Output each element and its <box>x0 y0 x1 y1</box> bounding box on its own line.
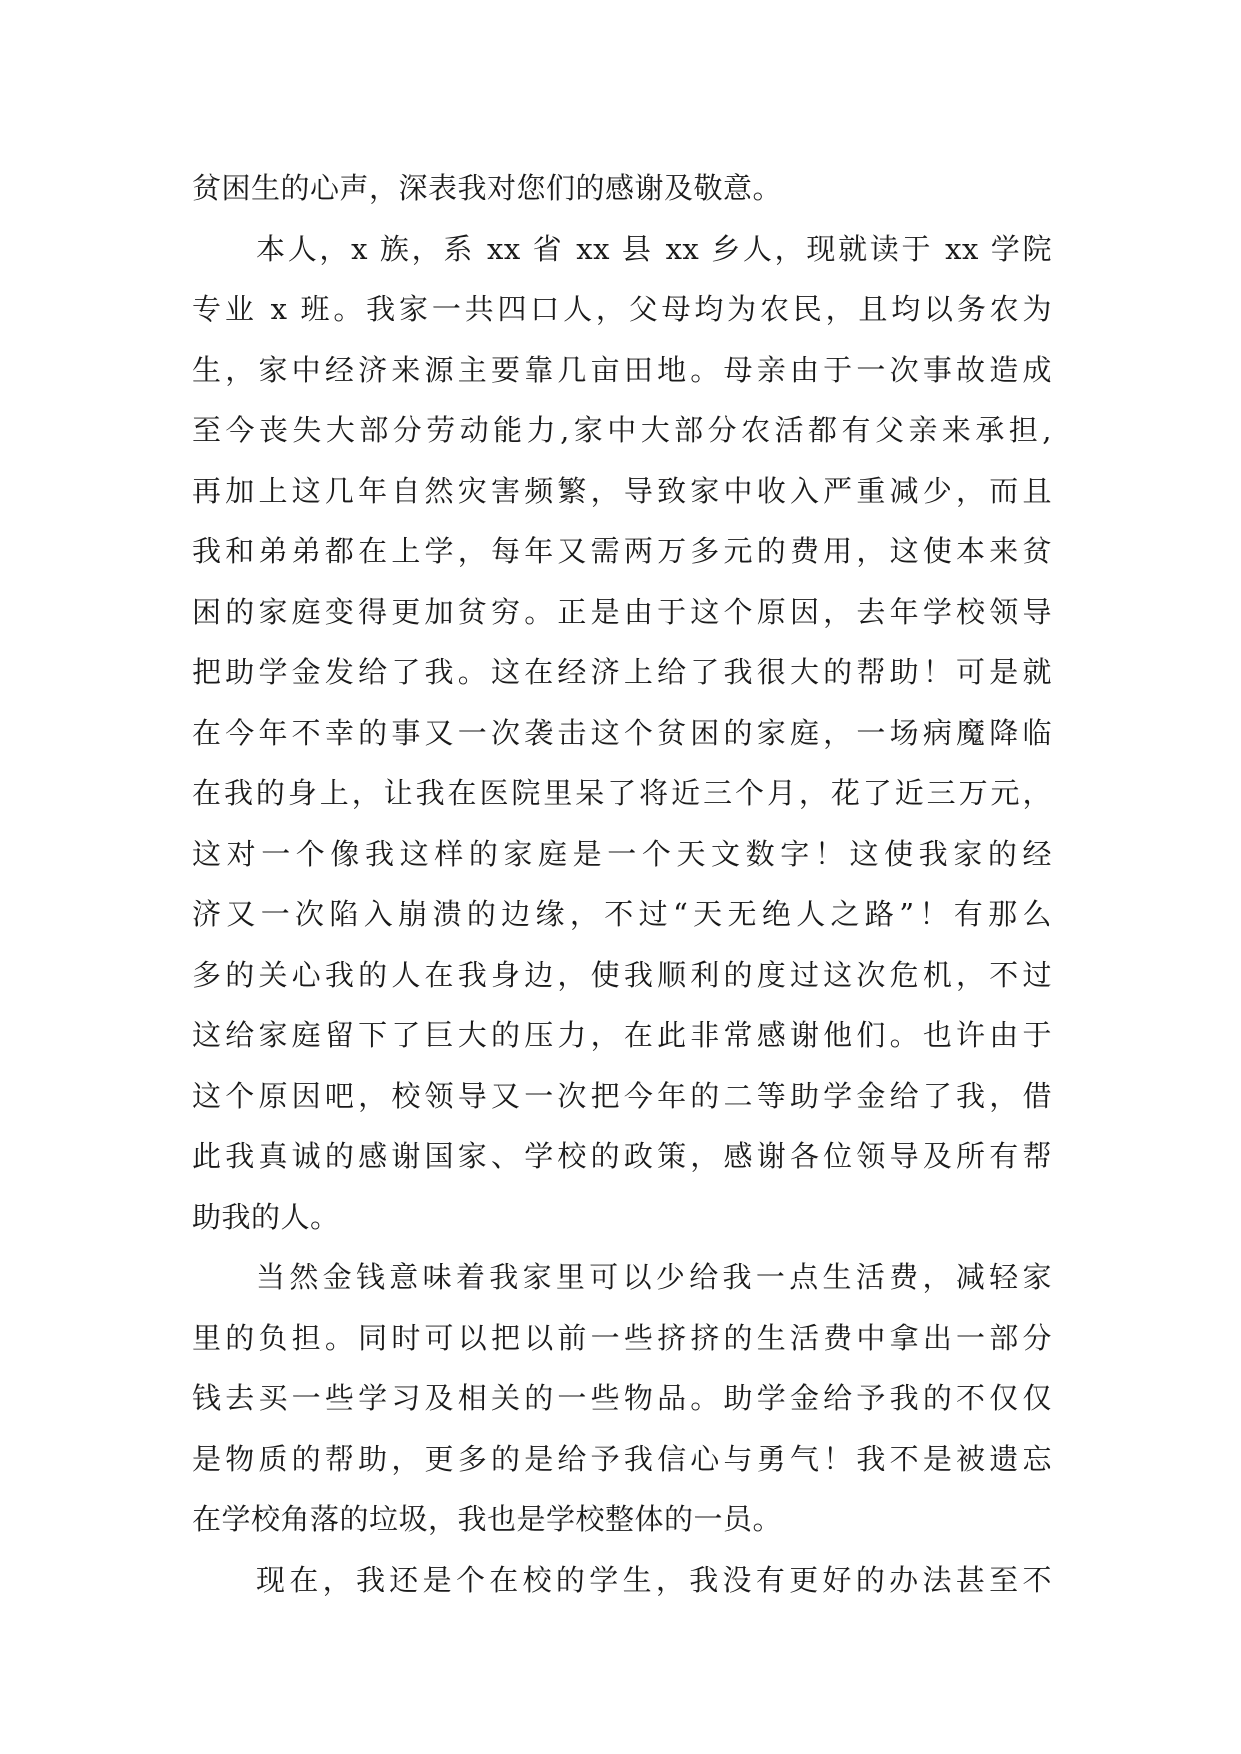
text-line: 把助学金发给了我。这在经济上给了我很大的帮助！可是就 <box>192 655 1052 689</box>
text-line: 再加上这几年自然灾害频繁，导致家中收入严重减少，而且 <box>192 473 1052 508</box>
text-line: 至今丧失大部分劳动能力,家中大部分农活都有父亲来承担, <box>192 413 1052 447</box>
text-line: 济又一次陷入崩溃的边缘，不过“天无绝人之路”！有那么 <box>192 897 1052 931</box>
text-line: 此我真诚的感谢国家、学校的政策，感谢各位领导及所有帮 <box>192 1139 1052 1173</box>
text-line: 是物质的帮助，更多的是给予我信心与勇气！我不是被遗忘 <box>192 1441 1052 1476</box>
text-line: 本人，x 族，系 xx 省 xx 县 xx 乡人，现就读于 xx 学院 <box>256 231 1052 266</box>
text-line: 这给家庭留下了巨大的压力，在此非常感谢他们。也许由于 <box>192 1018 1052 1052</box>
paragraph-2 <box>192 219 1052 1248</box>
text-line: 当然金钱意味着我家里可以少给我一点生活费，减轻家 <box>256 1260 1052 1294</box>
text-line: 在我的身上，让我在医院里呆了将近三个月，花了近三万元， <box>192 776 1052 810</box>
paragraph-3 <box>192 1247 1052 1550</box>
text-line: 助我的人。 <box>192 1199 340 1234</box>
text-line: 困的家庭变得更加贫穷。正是由于这个原因，去年学校领导 <box>192 594 1052 629</box>
paragraph-4 <box>192 1550 1052 1611</box>
text-line: 现在，我还是个在校的学生，我没有更好的办法甚至不 <box>256 1562 1052 1597</box>
document-page <box>192 158 1052 1610</box>
text-line: 钱去买一些学习及相关的一些物品。助学金给予我的不仅仅 <box>192 1381 1052 1415</box>
text-line: 里的负担。同时可以把以前一些挤挤的生活费中拿出一部分 <box>192 1320 1052 1355</box>
text-line: 在今年不幸的事又一次袭击这个贫困的家庭，一场病魔降临 <box>192 715 1052 750</box>
text-line: 贫困生的心声，深表我对您们的感谢及敬意。 <box>192 171 783 205</box>
text-line: 专业 x 班。我家一共四口人，父母均为农民，且均以务农为 <box>192 292 1052 326</box>
text-line: 这个原因吧，校领导又一次把今年的二等助学金给了我，借 <box>192 1078 1052 1113</box>
text-line: 多的关心我的人在我身边，使我顺利的度过这次危机，不过 <box>192 957 1052 992</box>
text-line: 我和弟弟都在上学，每年又需两万多元的费用，这使本来贫 <box>192 534 1052 568</box>
text-line: 生，家中经济来源主要靠几亩田地。母亲由于一次事故造成 <box>192 352 1052 387</box>
paragraph-1 <box>192 158 1052 219</box>
text-line: 在学校角落的垃圾，我也是学校整体的一员。 <box>192 1502 783 1536</box>
text-line: 这对一个像我这样的家庭是一个天文数字！这使我家的经 <box>192 836 1052 871</box>
